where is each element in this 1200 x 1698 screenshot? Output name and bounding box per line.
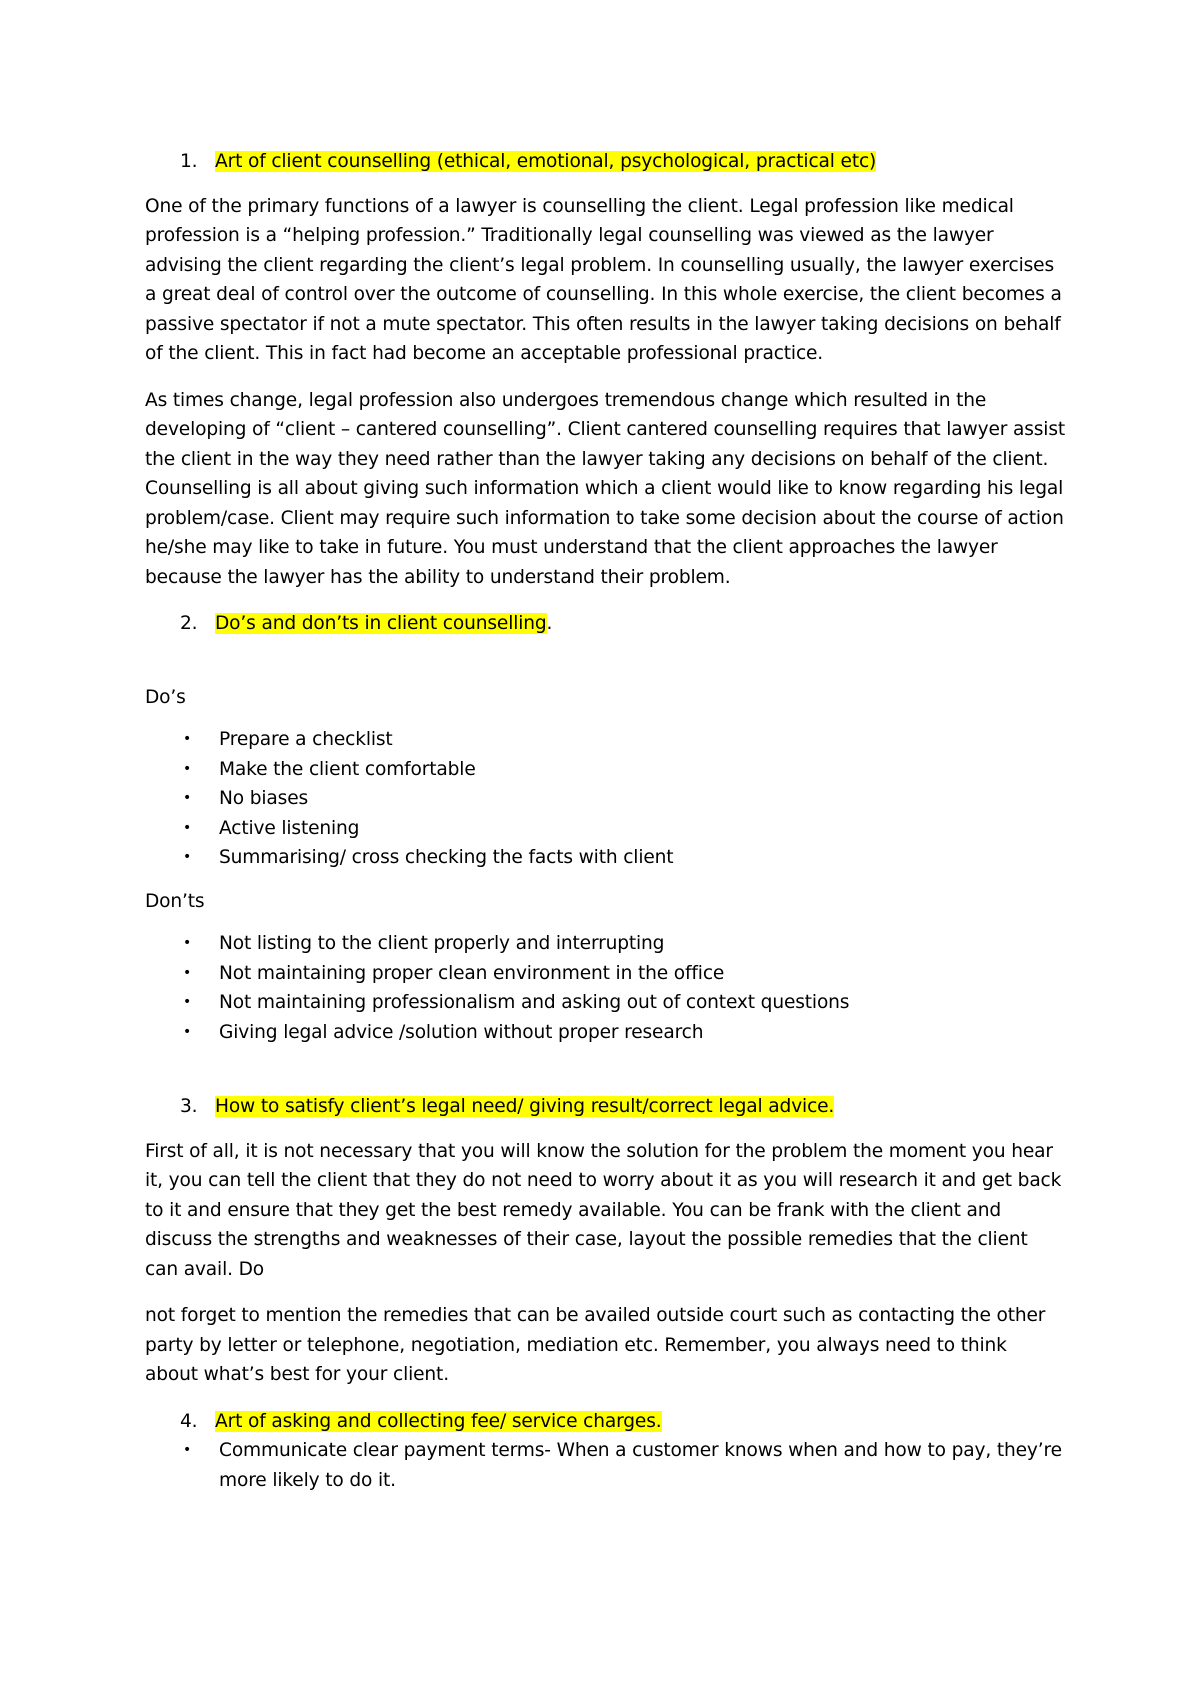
document-content xyxy=(145,147,1065,1495)
paragraph: First of all, it is not necessary that you will know the solution for the problem the moment you hear it, you can tell the client that they do not need to worry about it as you will research it and get back to it and ensure that they get the best remedy available. You can be frank with the client and discuss the strengths and weaknesses of their case, layout the possible remedies that the client can avail. Do xyxy=(145,1140,1062,1280)
section-2-heading xyxy=(145,609,1065,639)
bullet-icon: • xyxy=(183,1442,192,1458)
bullet-icon: • xyxy=(183,1023,192,1040)
donts-label: Don’ts xyxy=(145,890,205,912)
bullet-icon: • xyxy=(183,994,192,1010)
paragraph: As times change, legal profession also undergoes tremendous change which resulted in the developing of “client – cantered counselling”. Client cantered counselling requires that lawyer assist the client in the way they need rather than the lawyer taking any decisions on behalf of the client. Counselling is all about giving such information which a client would like to know regarding his legal problem/case. Client may require such information to take some decision about the course of action he/she may like to take in future. You must understand that the client approaches the lawyer because the lawyer has the ability to understand their problem. xyxy=(145,389,1065,588)
bullet-icon: • xyxy=(183,849,192,865)
dos-list xyxy=(145,725,1065,873)
list-item: • No biases xyxy=(145,784,1065,814)
section-4-heading xyxy=(145,1407,1065,1437)
list-item: • Giving legal advice /solution without proper research xyxy=(145,1018,1065,1048)
highlighted-heading-text: Art of asking and collecting fee/ service charges. xyxy=(215,1410,662,1432)
donts-list xyxy=(145,929,1065,1047)
bullet-icon: • xyxy=(183,760,192,777)
paragraph: not forget to mention the remedies that can be availed outside court such as contacting the other party by letter or telephone, negotiation, mediation etc. Remember, you always need to think about what’s best for your client. xyxy=(145,1305,1046,1385)
heading-suffix: . xyxy=(546,613,553,634)
list-item: • Not maintaining professionalism and asking out of context questions xyxy=(145,988,1065,1018)
list-item: • Not listing to the client properly and interrupting xyxy=(145,929,1065,959)
fee-list xyxy=(145,1436,1065,1495)
list-item: • Prepare a checklist xyxy=(145,725,1065,755)
bullet-icon: • xyxy=(183,819,192,836)
section-number: 1. xyxy=(180,151,198,172)
section-3-heading xyxy=(145,1092,1065,1122)
highlighted-heading-text: Art of client counselling (ethical, emotional, psychological, practical etc) xyxy=(215,151,877,172)
section-1-heading xyxy=(145,147,1065,177)
dos-label: Do’s xyxy=(145,686,186,708)
list-item: • Not maintaining proper clean environment in the office xyxy=(145,959,1065,989)
list-item: • Active listening xyxy=(145,814,1065,844)
paragraph: One of the primary functions of a lawyer is counselling the client. Legal profession like medical profession is a “helping profession.” Traditionally legal counselling was viewed as the lawyer advising the client regarding the client’s legal problem. In counselling usually, the lawyer exercises a great deal of control over the outcome of counselling. In this whole exercise, the client becomes a passive spectator if not a mute spectator. This often results in the lawyer taking decisions on behalf of the client. This in fact had become an acceptable professional practice. xyxy=(145,195,1062,364)
highlighted-heading-text: Do’s and don’ts in client counselling xyxy=(215,613,547,634)
section-number: 4. xyxy=(180,1410,198,1432)
section-number: 3. xyxy=(180,1096,198,1117)
bullet-icon: • xyxy=(183,935,192,951)
section-number: 2. xyxy=(180,613,198,634)
bullet-icon: • xyxy=(183,731,192,747)
highlighted-heading-text: How to satisfy client’s legal need/ giving result/correct legal advice. xyxy=(215,1096,835,1117)
list-item: • Make the client comfortable xyxy=(145,755,1065,785)
list-item: • Communicate clear payment terms- When a customer knows when and how to pay, they’re more likely to do it. xyxy=(145,1436,1065,1495)
bullet-icon: • xyxy=(183,790,192,806)
list-item: • Summarising/ cross checking the facts with client xyxy=(145,843,1065,873)
bullet-icon: • xyxy=(183,964,192,981)
